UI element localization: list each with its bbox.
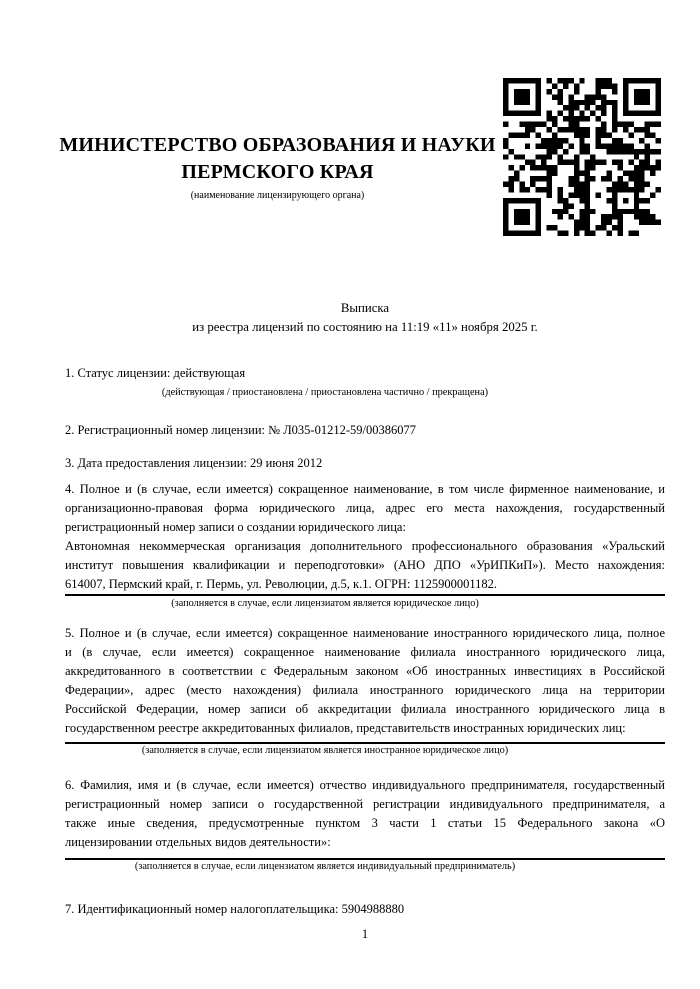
foreign-entity-label: 5. Полное и (в случае, если имеется) сокращенное наименование иностранного юридического лица, полное и (в случае, если имеется) сокращенное наименование филиала иностранного юридического лица, аккредитованного в соответствии с Федеральным законом «Об иностранных инвестициях в Российской Федерации», адрес (место нахождения) филиала иностранного юридического лица на территории Российской Федерации, номер записи об аккредитации филиала иностранного юридического лица в государственном реестре аккредитованных филиалов, представительств иностранных юридических лиц: <box>65 626 665 735</box>
license-status-note: (действующая / приостановлена / приостановлена частично / прекращена) <box>161 387 489 398</box>
license-reg-number: 2. Регистрационный номер лицензии: № Л035-01212-59/00386077 <box>65 423 416 437</box>
entrepreneur-label: 6. Фамилия, имя и (в случае, если имеется) отчество индивидуального предпринимателя, государственный регистрационный номер записи о государственной регистрации индивидуального предпринимателя, а также иные сведения, предусмотренные пунктом 3 части 1 статьи 15 Федерального закона «О лицензировании отдельных видов деятельности»: <box>65 778 665 849</box>
ministry-header <box>55 132 500 202</box>
licensing-authority-caption: (наименование лицензирующего органа) <box>190 190 365 201</box>
qr-code-icon <box>503 78 661 236</box>
ministry-name-line1: МИНИСТЕРСТВО ОБРАЗОВАНИЯ И НАУКИ <box>59 134 496 156</box>
legal-entity-underline <box>65 594 665 596</box>
legal-entity-label: 4. Полное и (в случае, если имеется) сокращенное наименование, в том числе фирменное наименование, и организационно-правовая форма юридического лица, адрес его места нахождения, государственный регистрационный номер записи о создании юридического лица: <box>65 482 665 534</box>
foreign-entity-note: (заполняется в случае, если лицензиатом является иностранное юридическое лицо) <box>141 745 509 756</box>
document-title-line2: из реестра лицензий по состоянию на 11:19 «11» ноября 2025 г. <box>192 320 538 334</box>
document-title-line1: Выписка <box>340 301 390 315</box>
legal-entity-note: (заполняется в случае, если лицензиатом является юридическое лицо) <box>171 598 479 609</box>
license-grant-date: 3. Дата предоставления лицензии: 29 июня 2012 <box>65 456 323 470</box>
document-title <box>65 299 665 337</box>
ministry-name-line2: ПЕРМСКОГО КРАЯ <box>181 161 374 183</box>
document-body <box>65 364 665 919</box>
license-status: 1. Статус лицензии: действующая <box>65 366 246 380</box>
taxpayer-number: 7. Идентификационный номер налогоплательщика: 5904988880 <box>65 902 405 916</box>
page-number: 1 <box>361 927 369 941</box>
legal-entity-value: Автономная некоммерческая организация дополнительного профессионального образования «Уральский институт повышения квалификации и переподготовки» (АНО ДПО «УрИПКиП»). Место нахождения: 614007, Пермский край, г. Пермь, ул. Революции, д.5, к.1. ОГРН: 1125900001182. <box>65 539 665 591</box>
entrepreneur-note: (заполняется в случае, если лицензиатом является индивидуальный предприниматель) <box>134 861 516 872</box>
